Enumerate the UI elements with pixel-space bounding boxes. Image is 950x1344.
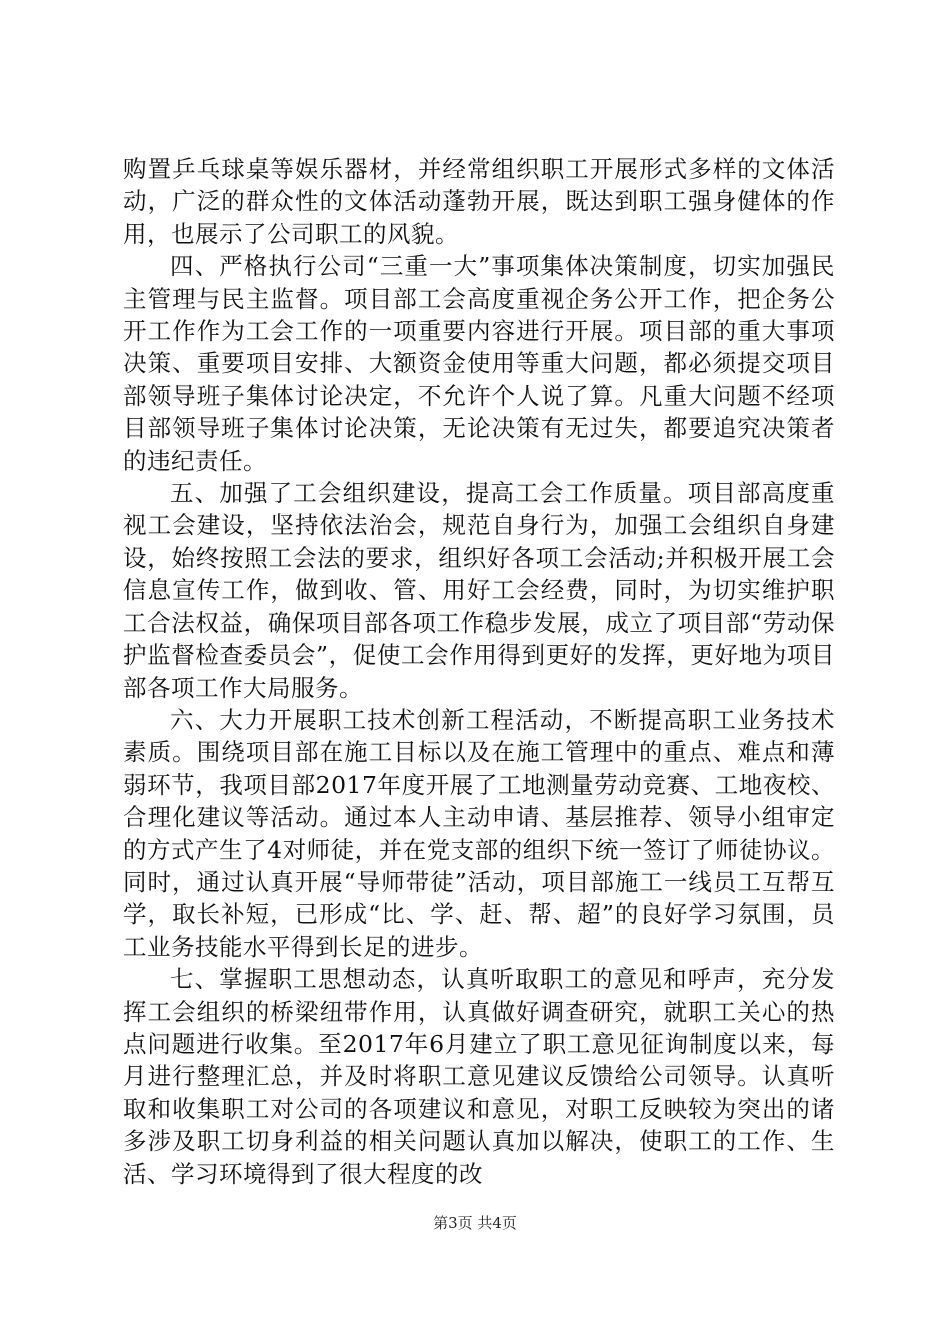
- document-body: [123, 153, 835, 1190]
- paragraph-section-5: 五、加强了工会组织建设，提高工会工作质量。项目部高度重视工会建设，坚持依法治会，规范自身行为，加强工会组织自身建设，始终按照工会法的要求，组织好各项工会活动;并积极开展工会信息宣传工作，做到收、管、用好工会经费，同时，为切实维护职工合法权益，确保项目部各项工作稳步发展，成立了项目部“劳动保护监督检查委员会”，促使工会作用得到更好的发挥，更好地为项目部各项工作大局服务。: [123, 479, 835, 702]
- page-number: 第3页 共4页: [433, 1214, 517, 1232]
- paragraph-section-6: 六、大力开展职工技术创新工程活动，不断提高职工业务技术素质。围绕项目部在施工目标以及在施工管理中的重点、难点和薄弱环节，我项目部2017年度开展了工地测量劳动竞赛、工地夜校、合理化建议等活动。通过本人主动申请、基层推荐、领导小组审定的方式产生了4对师徒，并在党支部的组织下统一签订了师徒协议。同时，通过认真开展“导师带徒”活动，项目部施工一线员工互帮互学，取长补短，已形成“比、学、赶、帮、超”的良好学习氛围，员工业务技能水平得到长足的进步。: [123, 705, 835, 961]
- paragraph-section-4: 四、严格执行公司“三重一大”事项集体决策制度，切实加强民主管理与民主监督。项目部工会高度重视企务公开工作，把企务公开工作作为工会工作的一项重要内容进行开展。项目部的重大事项决策、重要项目安排、大额资金使用等重大问题，都必须提交项目部领导班子集体讨论决定，不允许个人说了算。凡重大问题不经项目部领导班子集体讨论决策，无论决策有无过失，都要追究决策者的违纪责任。: [123, 252, 835, 475]
- paragraph-continuation: 购置乒乓球桌等娱乐器材，并经常组织职工开展形式多样的文体活动，广泛的群众性的文体活动蓬勃开展，既达到职工强身健体的作用，也展示了公司职工的风貌。: [123, 155, 835, 248]
- paragraph-section-7: 七、掌握职工思想动态，认真听取职工的意见和呼声，充分发挥工会组织的桥梁纽带作用，认真做好调查研究，就职工关心的热点问题进行收集。至2017年6月建立了职工意见征询制度以来，每月进行整理汇总，并及时将职工意见建议反馈给公司领导。认真听取和收集职工对公司的各项建议和意见，对职工反映较为突出的诸多涉及职工切身利益的相关问题认真加以解决，使职工的工作、生活、学习环境得到了很大程度的改: [123, 965, 835, 1188]
